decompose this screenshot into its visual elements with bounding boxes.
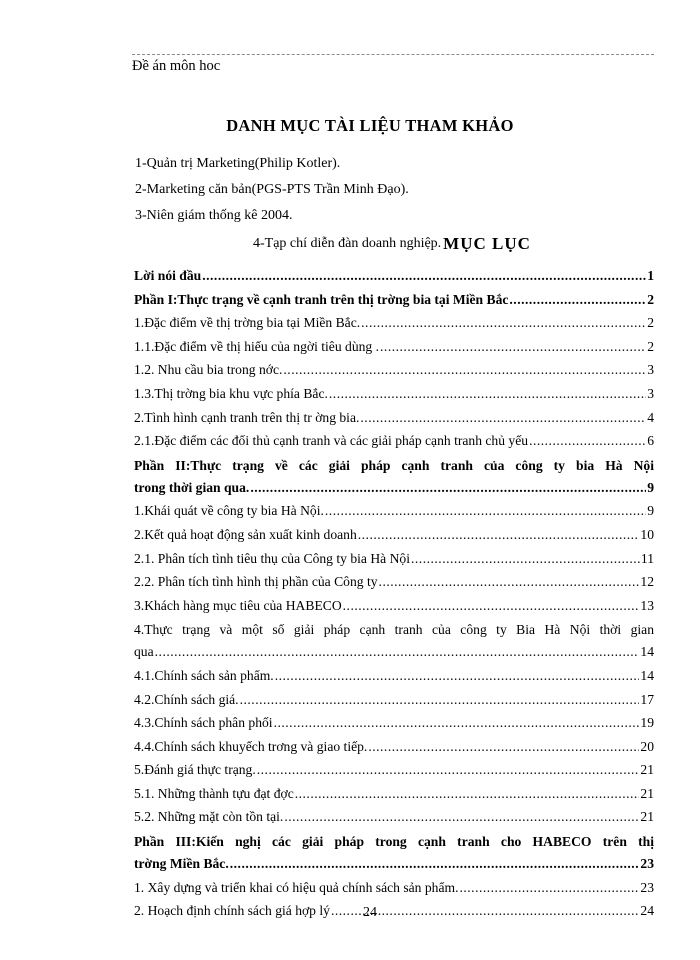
reference-item: 4-Tạp chí diễn đàn doanh nghiệp.: [253, 236, 442, 251]
toc-entry-label: 5.2. Những mặt còn tồn tại.: [134, 809, 284, 825]
dot-leader: [250, 478, 646, 498]
toc-page-number: 6: [647, 433, 654, 449]
toc-page-number: 12: [640, 574, 654, 590]
toc-entry-label: 1.Khái quát về công ty bia Hà Nội.: [134, 503, 324, 519]
dot-leader: [202, 266, 646, 286]
toc-entry-label-line2: qua: [134, 644, 154, 660]
toc-entry-label-line2: trờng Miền Bắc.: [134, 856, 229, 872]
toc-entry-label-line1: Phần III:Kiến nghị các giải pháp trong cạnh tranh cho HABECO trên thị: [134, 834, 654, 850]
toc-page-number: 11: [640, 550, 654, 566]
toc-entry-label: 1. Xây dựng và triển khai có hiệu quả chính sách sản phẩm.: [134, 879, 459, 895]
toc-entry[interactable]: [134, 431, 654, 455]
toc-page-number: 2: [647, 315, 654, 331]
dot-leader: [358, 525, 640, 545]
dot-leader: [283, 360, 646, 380]
toc-entry[interactable]: [134, 455, 654, 502]
toc-page-number: 14: [640, 644, 654, 660]
toc-entry[interactable]: [134, 266, 654, 290]
toc-entry-label: 4.3.Chính sách phân phối: [134, 715, 273, 731]
toc-entry[interactable]: [134, 549, 654, 573]
toc-entry[interactable]: [134, 408, 654, 432]
toc-page-number: 4: [647, 409, 654, 425]
dot-leader: [325, 501, 646, 521]
toc-entry-label: 2.1. Phân tích tình tiêu thụ của Công ty bia Hà Nội: [134, 550, 410, 566]
toc-entry-label: Phần I:Thực trạng về cạnh tranh trên thị trờng bia tại Miền Bắc: [134, 291, 509, 307]
toc-entry-label: 2.2. Phân tích tình hình thị phần của Công ty: [134, 574, 378, 590]
dot-leader: [509, 290, 646, 310]
toc-entry[interactable]: [134, 619, 654, 666]
toc-page-number: 13: [640, 597, 654, 613]
reference-item: 1-Quản trị Marketing(Philip Kotler).: [135, 156, 341, 171]
toc-entry-label: 4.2.Chính sách giá.: [134, 691, 239, 707]
toc-entry[interactable]: [134, 878, 654, 902]
toc-entry[interactable]: [134, 313, 654, 337]
toc-entry-label: 1.Đặc điểm về thị trờng bia tại Miền Bắc.: [134, 315, 361, 331]
toc-entry-label: Lời nói đầu: [134, 268, 202, 283]
toc-entry-line2: [134, 642, 654, 666]
toc-entry-label: 2. Hoạch định chính sách giá hợp lý: [134, 903, 330, 919]
toc-page-number: 23: [640, 879, 654, 895]
toc-page-number: 9: [647, 479, 654, 495]
toc-page-number: 3: [647, 385, 654, 401]
toc-entry-label: 5.1. Những thành tựu đạt đợc: [134, 785, 294, 801]
toc-title: MỤC LỤC: [443, 234, 531, 253]
toc-entry[interactable]: [134, 572, 654, 596]
toc-page-number: 3: [647, 362, 654, 378]
toc-entry-label-line1: 4.Thực trạng và một số giải pháp cạnh tranh của công ty Bia Hà Nội thời gian: [134, 622, 654, 638]
toc-entry[interactable]: [134, 831, 654, 878]
toc-page-number: 2: [647, 338, 654, 354]
dot-leader: [295, 784, 640, 804]
toc-page-number: 17: [640, 691, 654, 707]
dot-leader: [284, 807, 639, 827]
toc-page-number: 20: [640, 738, 654, 754]
toc-page-number: 21: [640, 785, 654, 801]
toc-entry-label: 4.4.Chính sách khuyếch trơng và giao tiếp.: [134, 738, 368, 754]
toc-page-number: 24: [640, 903, 654, 919]
dot-leader: [380, 337, 646, 357]
toc-page-number: 2: [647, 291, 654, 307]
toc-page-number: 1: [647, 268, 654, 283]
dot-leader: [361, 313, 646, 333]
toc-page-number: 21: [640, 762, 654, 778]
running-header: Đề án môn hoc: [132, 58, 221, 74]
dot-leader: [329, 384, 646, 404]
toc-entry-label: 1.3.Thị trờng bia khu vực phía Bắc.: [134, 385, 328, 401]
toc-entry-label: 5.Đánh giá thực trạng.: [134, 762, 256, 778]
toc-page-number: 9: [647, 503, 654, 519]
toc-entry[interactable]: [134, 784, 654, 808]
toc-entry-label: 1.2. Nhu cầu bia trong nớc.: [134, 362, 283, 378]
toc-entry[interactable]: [134, 713, 654, 737]
toc-entry[interactable]: [134, 666, 654, 690]
toc-page-number: 19: [640, 715, 654, 731]
toc-page-number: 14: [640, 667, 654, 683]
reference-item: 2-Marketing căn bản(PGS-PTS Trần Minh Đạo).: [135, 182, 409, 197]
toc-entry[interactable]: [134, 384, 654, 408]
table-of-contents: [134, 266, 654, 925]
dot-leader: [529, 431, 646, 451]
toc-page-number: 23: [640, 856, 654, 872]
toc-entry[interactable]: [134, 737, 654, 761]
toc-entry[interactable]: [134, 690, 654, 714]
reference-item-with-toc-title: [135, 232, 655, 258]
page-number: 24: [363, 905, 377, 920]
dot-leader: [343, 596, 640, 616]
dot-leader: [230, 854, 640, 874]
toc-entry-line2: [134, 854, 654, 878]
dot-leader: [257, 760, 640, 780]
toc-entry[interactable]: [134, 760, 654, 784]
dot-leader: [275, 666, 640, 686]
toc-entry[interactable]: [134, 501, 654, 525]
dot-leader: [274, 713, 640, 733]
dot-leader: [155, 642, 640, 662]
dot-leader: [360, 408, 646, 428]
toc-entry[interactable]: [134, 337, 654, 361]
dot-leader: [368, 737, 639, 757]
references-title: DANH MỤC TÀI LIỆU THAM KHẢO: [226, 116, 514, 135]
toc-entry-line2: [134, 478, 654, 502]
toc-entry-label-line1: Phần II:Thực trạng về các giải pháp cạnh tranh của công ty bia Hà Nội: [134, 457, 654, 473]
toc-entry-label: 1.1.Đặc điểm về thị hiếu của ngời tiêu dùng .: [134, 338, 380, 354]
dot-leader: [411, 549, 640, 569]
toc-entry-label-line2: trong thời gian qua.: [134, 479, 250, 495]
dot-leader: [379, 572, 640, 592]
toc-entry-label: 2.Tình hình cạnh tranh trên thị tr ờng bia.: [134, 409, 360, 425]
toc-entry-label: 2.1.Đặc điểm các đối thủ cạnh tranh và các giải pháp cạnh tranh chủ yếu: [134, 433, 529, 449]
dot-leader: [240, 690, 640, 710]
toc-entry-label: 3.Khách hàng mục tiêu của HABECO: [134, 597, 342, 613]
toc-entry[interactable]: [134, 596, 654, 620]
toc-entry-label: 2.Kết quả hoạt động sản xuất kinh doanh: [134, 526, 357, 542]
dot-leader: [459, 878, 639, 898]
reference-item: 3-Niên giám thống kê 2004.: [135, 208, 293, 223]
toc-page-number: 10: [640, 526, 654, 542]
toc-entry[interactable]: [134, 525, 654, 549]
toc-entry[interactable]: [134, 360, 654, 384]
header-rule: [132, 54, 654, 55]
toc-entry[interactable]: [134, 807, 654, 831]
toc-entry-label: 4.1.Chính sách sản phẩm.: [134, 667, 274, 683]
toc-entry[interactable]: [134, 290, 654, 314]
toc-page-number: 21: [640, 809, 654, 825]
references-list: [135, 154, 655, 258]
